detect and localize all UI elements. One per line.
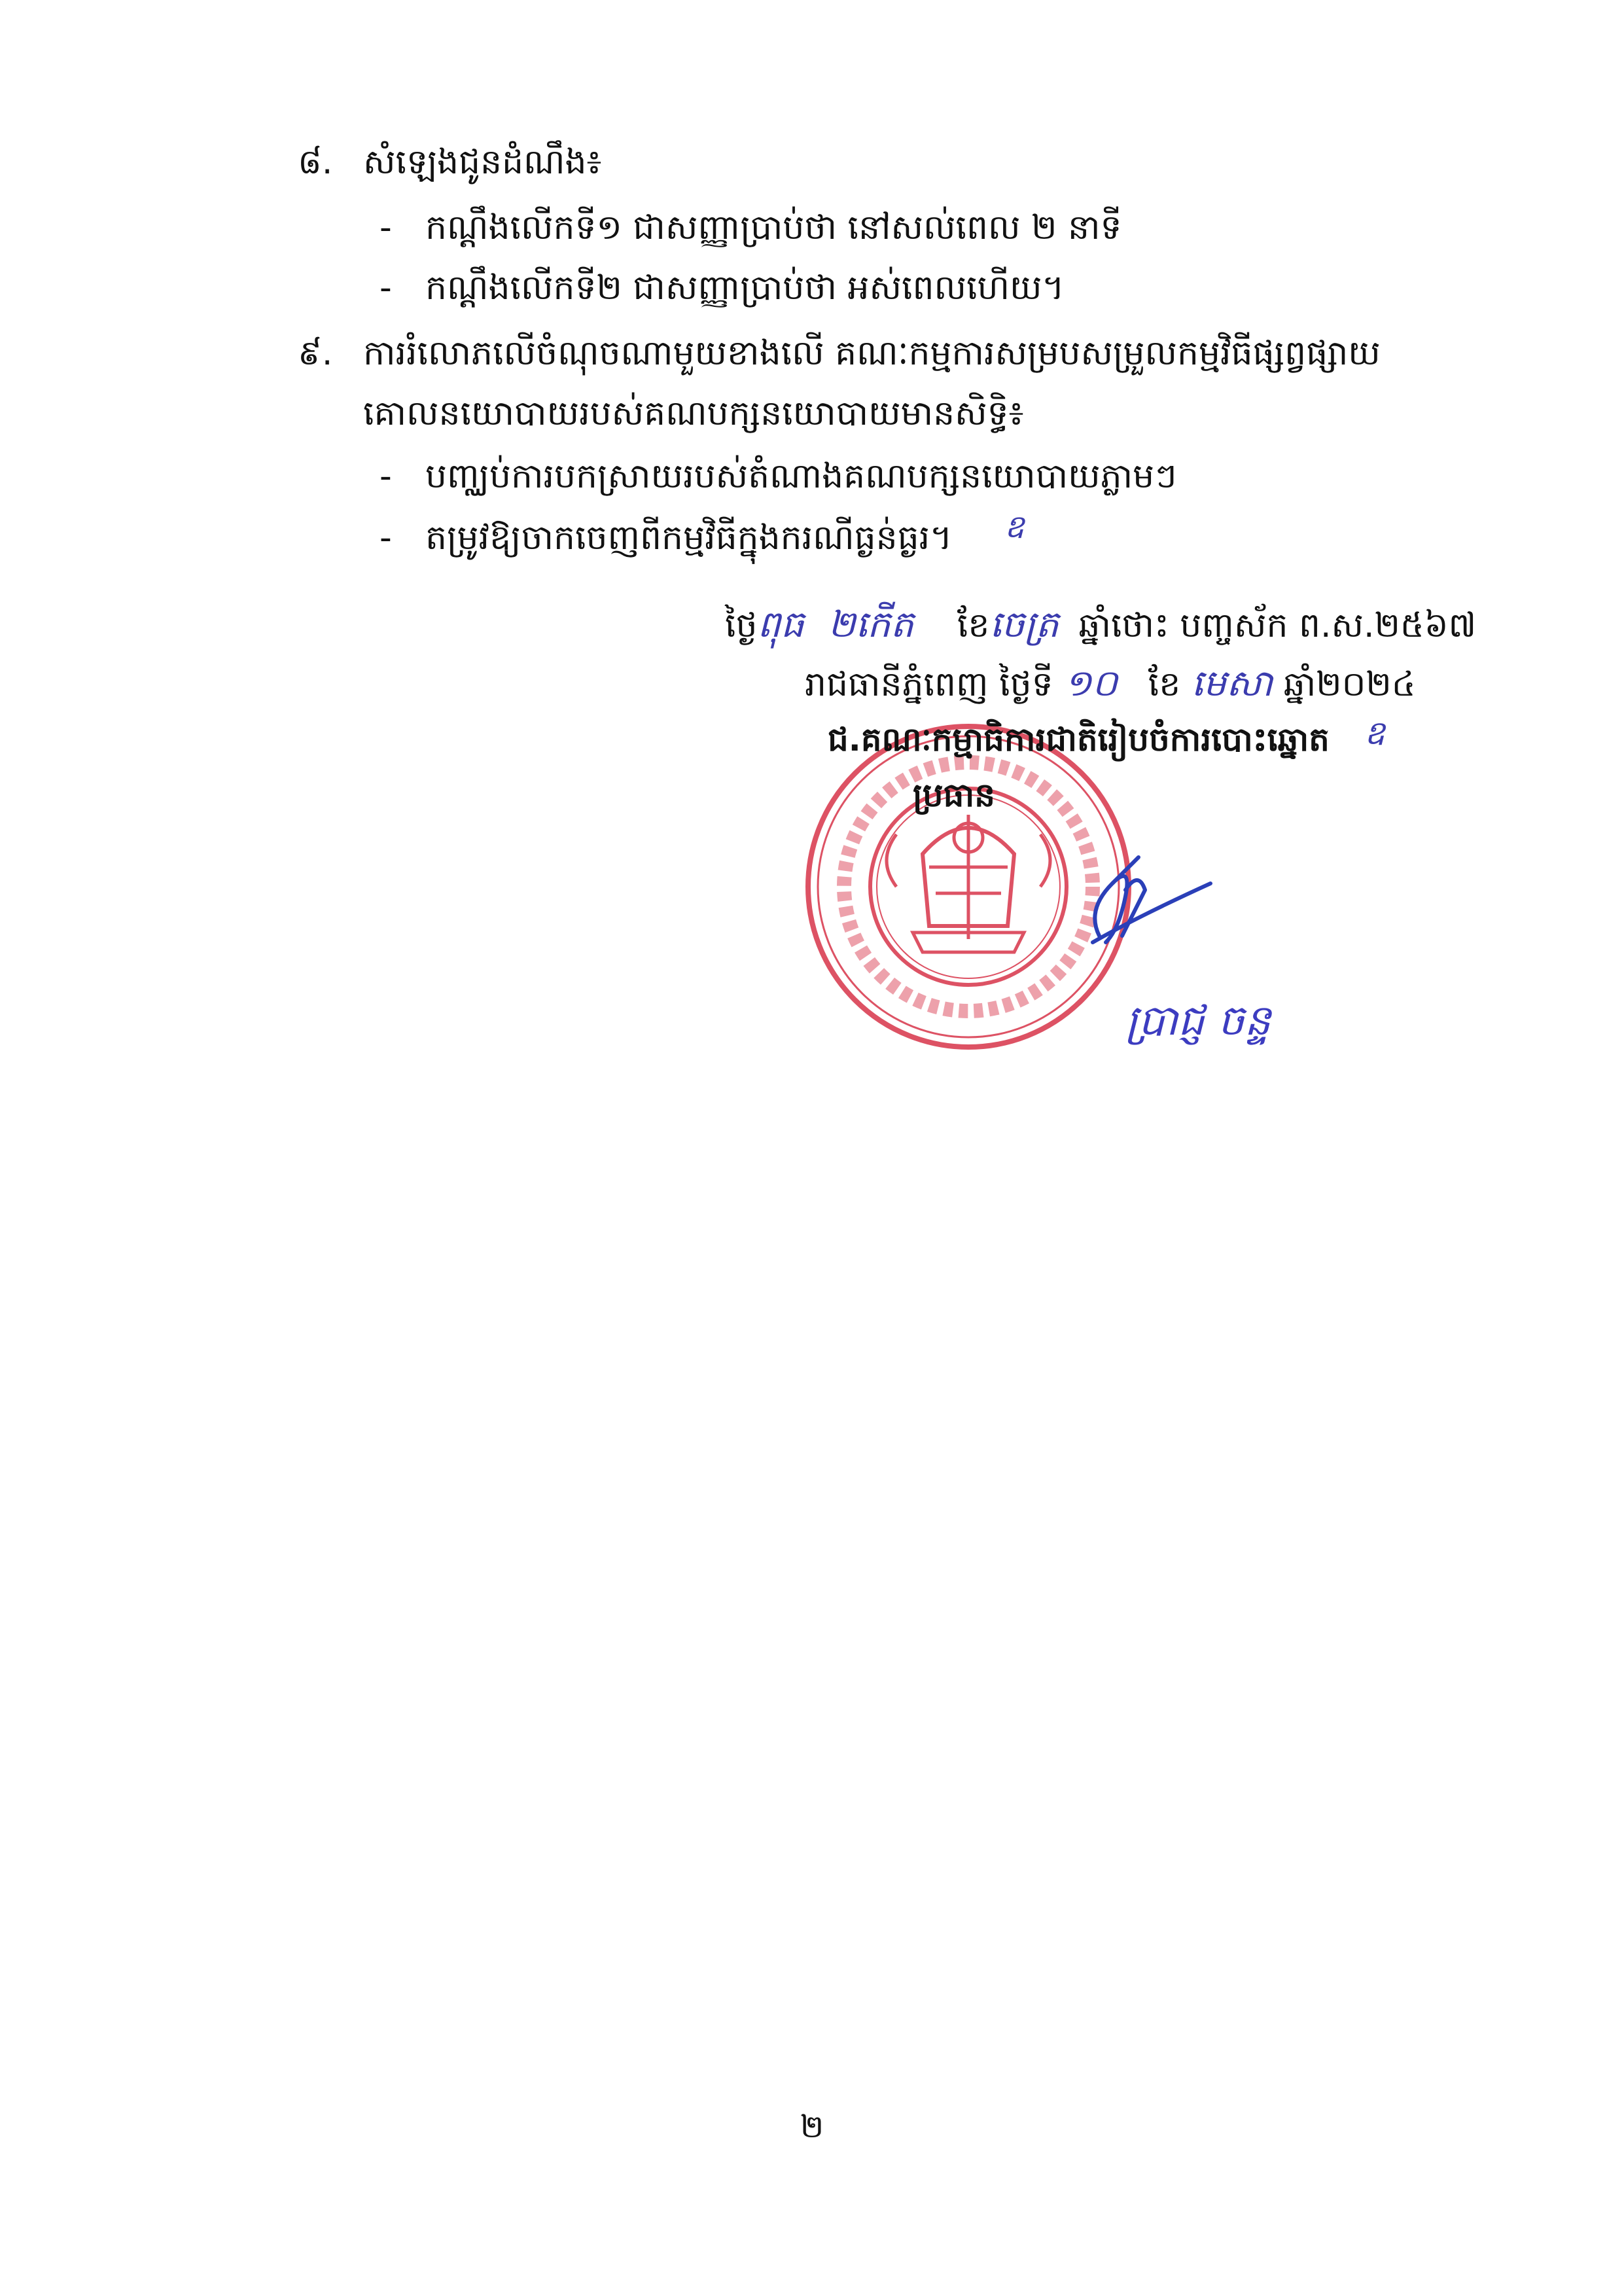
date-lunar-line: [725, 602, 1476, 649]
signatory-title: ប្រធាន: [913, 776, 995, 814]
lunar-day-handwritten: ពុធ: [757, 603, 804, 646]
signatory-name: ប្រាជ្ញ ចន្ទ: [1125, 997, 1271, 1045]
lunar-year: ឆ្នាំថោះ បញ្ចស័ក ព.ស.២៥៦៧: [1078, 606, 1477, 645]
section-9-bullet-2: តម្រូវឱ្យចាកចេញពីកម្មវិធីក្នុងករណីធ្ងន់ធ្ងរ។: [425, 518, 953, 558]
section-9-bullet-1: បញ្ឈប់ការបកស្រាយរបស់តំណាងគណបក្សនយោបាយភ្លាមៗ: [425, 457, 1177, 496]
solar-year: ឆ្នាំ២០២៤: [1283, 665, 1416, 704]
section-9-heading-line-1: ការរំលោភលើចំណុចណាមួយខាងលើ គណៈកម្មការសម្របសម្រួលកម្មវិធីផ្សព្វផ្សាយ: [363, 334, 1381, 373]
section-8-number: ៨.: [298, 143, 333, 182]
handwritten-mark: ឧ: [1364, 714, 1385, 752]
solar-day-handwritten: ១០: [1064, 662, 1118, 705]
month-label: ខែ: [957, 606, 990, 645]
signatory-organization: ជ.គណៈកម្មាធិការជាតិរៀបចំការបោះឆ្នោត: [828, 721, 1330, 758]
date-solar-line: [805, 661, 1416, 707]
city-prefix: រាជធានីភ្នំពេញ ថ្ងៃទី: [805, 665, 1053, 704]
section-8-heading: សំឡេងជូនដំណឹង៖: [363, 143, 602, 182]
bullet-marker: -: [380, 208, 392, 247]
solar-month-label: ខែ: [1148, 665, 1181, 704]
section-8-bullet-1: កណ្ដឹងលើកទី១ ជាសញ្ញាប្រាប់ថា នៅសល់ពេល ២ នាទី: [425, 208, 1122, 247]
bullet-marker: -: [380, 518, 392, 558]
handwritten-initial: ឧ: [1004, 508, 1025, 545]
section-9-heading-line-2: គោលនយោបាយរបស់គណបក្សនយោបាយមានសិទ្ធិ៖: [363, 394, 1024, 433]
bullet-marker: -: [380, 457, 392, 496]
lunar-month-handwritten: ចេត្រ: [989, 603, 1059, 646]
bullet-marker: -: [380, 268, 392, 308]
page-number: ២: [800, 2108, 824, 2145]
handwritten-signature: [1060, 844, 1256, 962]
solar-month-handwritten: មេសា: [1191, 662, 1273, 705]
section-8-bullet-2: កណ្ដឹងលើកទី២ ជាសញ្ញាប្រាប់ថា អស់ពេលហើយ។: [425, 268, 1065, 308]
lunar-day-label: ថ្ងៃ: [725, 606, 758, 645]
section-9-number: ៩.: [298, 334, 333, 373]
lunar-phase-handwritten: ២កើត: [828, 603, 914, 646]
